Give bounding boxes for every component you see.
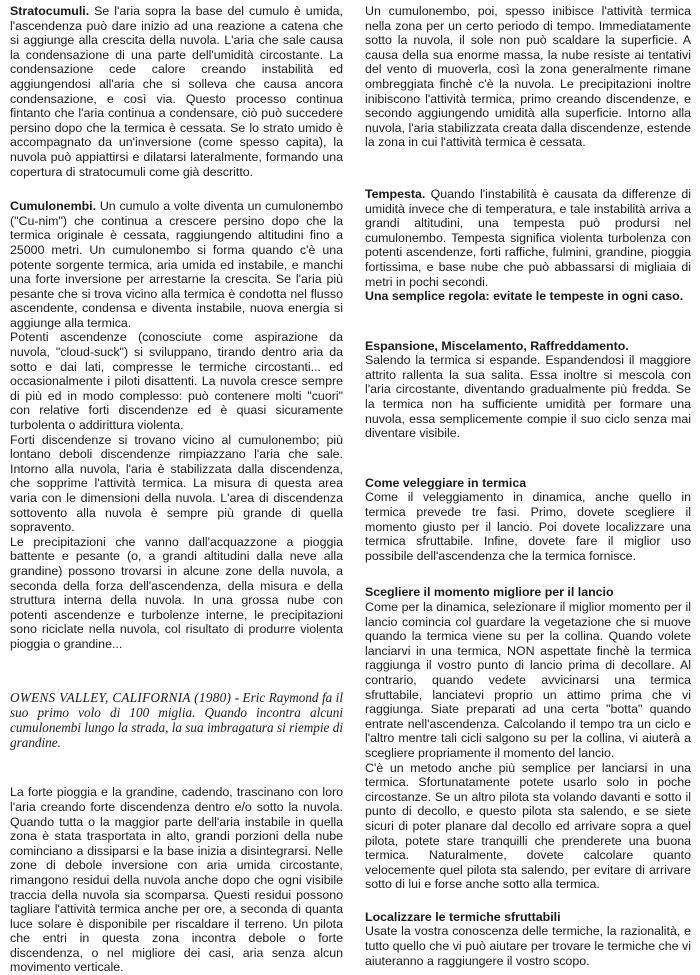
momento-paragraph-2: C'è un metodo anche più semplice per lanciarsi in una termica. Sfortunatamente potete usarlo solo in poche circostanze. Se un altro pilota sta volando davanti e sotto il punto di decollo, e questo pilota sta salendo, e se siete sicuri di poter planare dal decollo ed arrivare sopra a quel pilota, potete stare tranquilli che prenderete una buona termica. Naturalmente, dovete calcolare quanto velocemente quel pilota sta salendo, per evitare di arrivare sotto di lui e forse anche sotto alla termica. (365, 760, 691, 892)
veleggiare-text: Come il veleggiamento in dinamica, anche quello in termica prevede tre fasi. Primo, dovete scegliere il momento giusto per il lancio. Poi dovete localizzare una termica sfruttabile. Infine, dovete fare il miglior uso possibile dell'ascendenza che la termica fornisce. (365, 490, 691, 563)
cumulonembi-title: Cumulonembi. (10, 199, 97, 214)
left-column (10, 4, 343, 975)
momento-paragraph-1: Come per la dinamica, selezionare il miglior momento per il lancio comincia col guardare la vegetazione che si muove quando la termica viene su per la collina. Quando volete lanciarvi in una termica, NON aspettate finchè la termica raggiunga il vostro punto di lancio prima di decollare. Al contrario, quando vedete avvicinarsi una termica sfruttabile, lanciatevi proprio un attimo prima che vi raggiunga. Siate preparati ad una certa "botta" quando entrate nell'ascendenza. Calcolando il tempo tra un ciclo e l'altro mentre tali cicli salgono su per la collina, vi aiuterà a scegliere propriamente il momento del lancio. (365, 600, 691, 760)
cumulonembi-paragraph-2: Potenti ascendenze (conosciute come aspirazione da nuvola, "cloud-suck") si sviluppano, tirando dentro aria da sotto e dai lati, compresse le termiche circostanti... ed occasionalmente i piloti disattenti. La nuvola cresce sempre di più ed in modo complesso: può contenere molti "cuori" con relative forti discendenze ed è quasi sicuramente turbolenta o addirittura violenta. (10, 330, 343, 433)
quote-text: - Eric Raymond fa il suo primo volo di 100 miglia. Quando incontra alcuni cumulonembi lungo la strada, la sua imbragatura si riempie di grandine. (10, 689, 344, 751)
stratocumuli-title: Stratocumuli. (10, 4, 90, 18)
section-espansione (365, 339, 691, 441)
right-column (365, 4, 691, 968)
veleggiare-title: Come veleggiare in termica (365, 475, 527, 490)
section-rain: La forte pioggia e la grandine, cadendo, trascinano con loro l'aria creando forte discendenza dentro e/o sotto la nuvola. Quando tutta o la maggior parte dell'aria instabile in quella zona è stata trasportata in alto, grandi porzioni della nube cominciano a dissiparsi e la base inizia a disintegrarsi. Nelle zone di debole inversione con aria umida circostante, rimangono residui della nuvola anche dopo che ogni visibile traccia della nuvola sia scomparsa. Questi residui possono tagliare l'attività termica anche per ore, a seconda di quanta luce solare è disponibile per riscaldare il terreno. Un pilota che entri in questa zona incontra debole o forte discendenza, o nel migliore dei casi, aria senza alcun movimento verticale. (10, 785, 343, 975)
quote-heading: OWENS VALLEY, CALIFORNIA (1980) (10, 689, 232, 705)
tempesta-title: Tempesta. (365, 186, 426, 201)
cumulonembi-paragraph-1: Un cumulo a volte diventa un cumulonembo ("Cu-nim") che continua a crescere persino dopo che la termica originale è cessata, raggiungendo altitudini fino a 25000 metri. Un cumulonembo si forma quando c'è una potente sorgente termica, aria umida ed instabile, e manchi una forte inversione per arrestarne la crescita. Se l'aria più pesante che si trova vicino alla termica è condotta nel flusso ascendente, condensa e diventa instabile, nuova energia si aggiunge alla termica. (10, 199, 343, 330)
momento-title: Scegliere il momento migliore per il lancio (365, 585, 614, 600)
stratocumuli-text: Se l'aria sopra la base del cumulo è umida, l'ascendenza può dare inizio ad una reazione a catena che si aggiunge alla crescita della nuvola. L'aria che sale causa la condensazione di una parte dell'umidità circostante. La condensazione cede calore creando instabilità ed aggiungendosi all'aria che si solleva che causa ancora condensazione, e così via. Questo processo continua fintanto che l'aria continua a condensare, ciò può succedere persino dopo che la termica è cessata. Se lo strato umido è accompagnato da un'inversione (come spesso capita), la nuvola può appiattirsi e dilatarsi lateralmente, formando una copertura di stratocumuli come già descritto. (10, 4, 343, 179)
tempesta-rule: Una semplice regola: evitate le tempeste in ogni caso. (365, 289, 684, 304)
cumulonembi-paragraph-3: Forti discendenze si trovano vicino al cumulonembo; più lontano deboli discendenze rimpiazzano l'aria che sale. Intorno alla nuvola, l'aria è stabilizzata dalla discendenza, che sopprime l'attività termica. La misura di questa area varia con le dimensioni della nuvola. L'area di discendenza sottovento alla nuvola è sempre più grande di quella sopravento. (10, 432, 343, 535)
espansione-title: Espansione, Miscelamento, Raffreddamento. (365, 338, 629, 353)
tempesta-text: Quando l'instabilità è causata da differenze di umidità invece che di temperatura, e tale instabilità arriva a grandi altitudini, una tempesta può prodursi nel cumulonembo. Tempesta significa violenta turbolenza con potenti ascendenze, forti raffiche, fulmini, grandine, pioggia fortissima, e base nube che può abbassarsi di migliaia di metri in pochi secondi. (365, 186, 691, 289)
section-continuation: Un cumulonembo, poi, spesso inibisce l'attività termica nella zona per un certo periodo di tempo. Immediatamente sotto la nuvola, il sole non può scaldare la superficie. A causa della sua enorme massa, la nube resiste ai tentativi del vento di muoverla, così la zona generalmente rimane ombreggiata finchè c'è la nuvola. Le precipitazioni inoltre inibiscono l'attività termica, primo creando discendenze, e secondo aggiungendo umidità alla superficie. Intorno alla nuvola, l'aria stabilizzata creata dalla discendenze, estende la zona in cui l'attività termica è cessata. (365, 4, 691, 150)
cumulonembi-paragraph-4: Le precipitazioni che vanno dall'acquazzone a pioggia battente e pesante (o, a grandi altitudini dalla neve alla grandine) possono trovarsi in alcune zone della nuvola, a seconda della forza dell'ascendenza, della misura e della struttura interna della nuvola. In una grossa nube con potenti ascendenze e turbolenze interne, le precipitazioni sono riciclate nella nuvola, col risultato di produrre violenta pioggia o grandine... (10, 534, 343, 651)
section-momento (365, 585, 691, 891)
section-stratocumuli (10, 4, 343, 179)
section-localizzare (365, 910, 691, 968)
espansione-text: Salendo la termica si espande. Espandendosi il maggiore attrito rallenta la sua salita. Essa inoltre si mescola con l'aria circostante, diventando gradualmente più fredda. Se la termica non ha sufficiente umidità per formare una nuvola, essa semplicemente compie il suo ciclo senza mai diventare visibile. (365, 353, 691, 441)
section-cumulonembi (10, 199, 343, 651)
section-veleggiare (365, 476, 691, 564)
owens-valley-quote (10, 690, 343, 751)
section-tempesta (365, 187, 691, 304)
localizzare-text: Usate la vostra conoscenza delle termiche, la razionalità, e tutto quello che vi può aiutare per trovare le termiche che vi aiuteranno a raggiungere il vostro scopo. (365, 924, 691, 968)
localizzare-title: Localizzare le termiche sfruttabili (365, 909, 561, 924)
